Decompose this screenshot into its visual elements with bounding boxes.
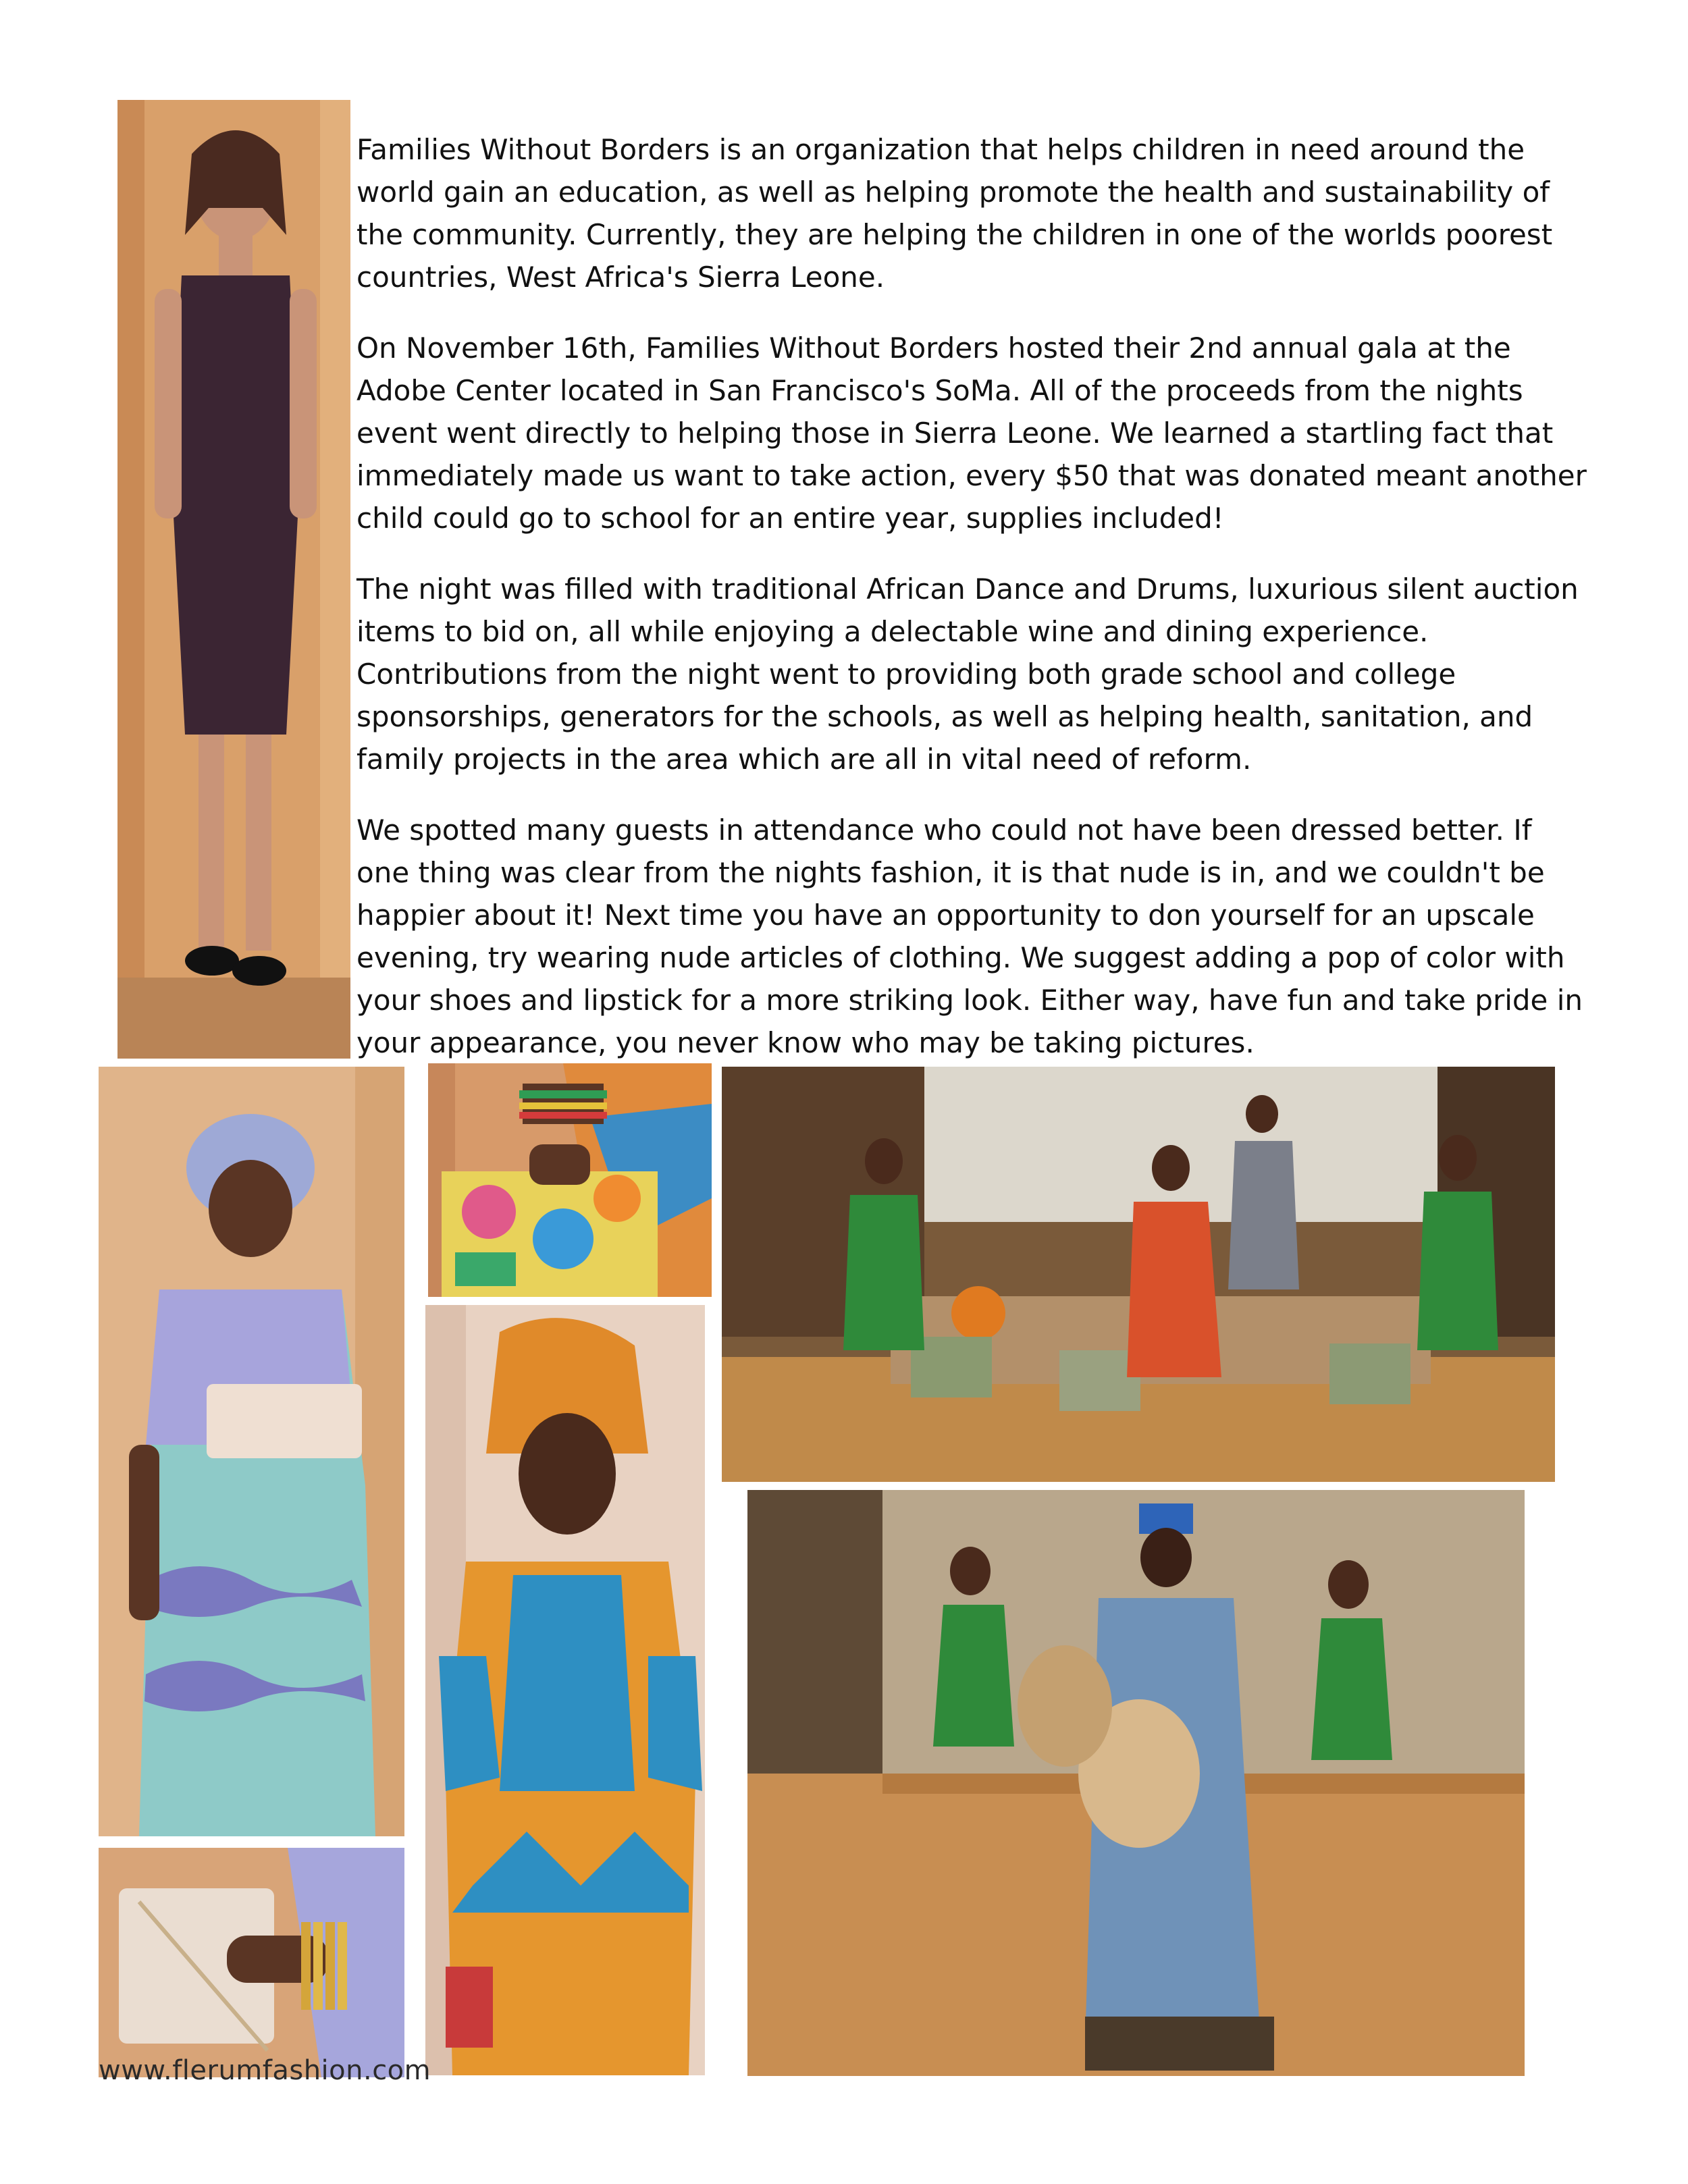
photo-dancers-stage — [722, 1067, 1555, 1482]
photo-closeup-clutch-bangles — [99, 1848, 404, 2077]
photo-guest-orange-dress — [425, 1305, 705, 2075]
photo-drummer-dancers — [747, 1490, 1525, 2076]
site-watermark: www.flerumfashion.com — [99, 2055, 431, 2086]
article-paragraph: On November 16th, Families Without Borders hosted their 2nd annual gala at the Adobe Center located in San Francisco's SoMa. All of the proceeds from the nights event went directly to helping those in Sierra Leone. We learned a startling fact that immediately made us want to take action, every $50 that was donated meant another child could go to school for an entire year, supplies included! — [357, 331, 1587, 535]
article-paragraph: We spotted many guests in attendance who could not have been dressed better. If one thing was clear from the nights fashion, it is that nude is in, and we couldn't be happier about it! Next time you have an opportunity to don yourself for an upscale evening, try wearing nude articles of clothing. We suggest adding a pop of color with your shoes and lipstick for a more striking look. Either way, have fun and take pride in your appearance, you never know who may be taking pictures. — [357, 814, 1583, 1059]
article-paragraph: Families Without Borders is an organization that helps children in need around the world gain an education, as well as helping promote the health and sustainability of the community. Currently, they are helping the children in one of the worlds poorest countries, West Africa's Sierra Leone. — [357, 133, 1553, 294]
article-paragraph: The night was filled with traditional African Dance and Drums, luxurious silent auction items to bid on, all while enjoying a delectable wine and dining experience. Contributions from the night went to providing both grade school and college sponsorships, generators for the schools, as well as helping health, sanitation, and family projects in the area which are all in vital need of reform. — [357, 572, 1579, 776]
article-body — [357, 128, 1592, 1092]
photo-closeup-clutch-bracelets — [428, 1063, 712, 1297]
photo-guest-dark-dress — [117, 100, 350, 1059]
photo-guest-lavender-dress — [99, 1067, 404, 1836]
